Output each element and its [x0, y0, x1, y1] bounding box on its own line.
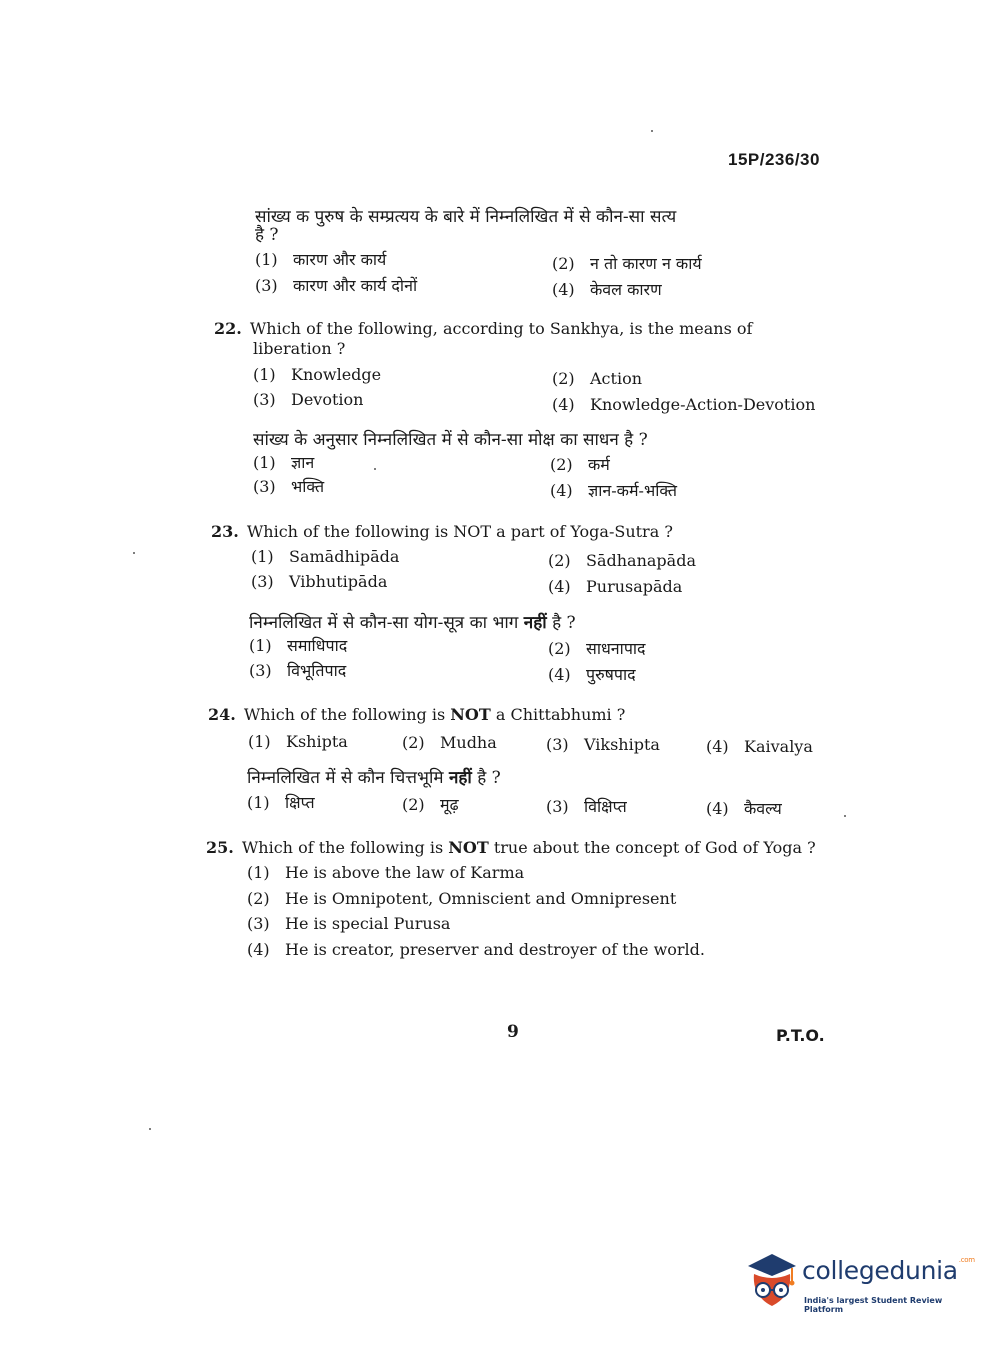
q23-option-1: (1) Samādhipāda — [251, 547, 400, 566]
q25-option-2: (2) He is Omnipotent, Omniscient and Omnipresent — [247, 889, 677, 908]
question-23: 23. Which of the following is NOT a part of Yoga-Sutra ? — [211, 522, 673, 541]
q22-hindi-option-3: (3) भक्ति — [253, 477, 325, 496]
scan-speck — [374, 468, 376, 470]
q22-option-2: (2) Action — [552, 369, 642, 388]
mascot-logo-icon — [742, 1248, 800, 1314]
scan-speck — [149, 1128, 151, 1130]
paper-code: 15P/236/30 — [728, 150, 820, 169]
q23-hindi-option-2: (2) साधनापाद — [548, 639, 646, 658]
question-21-hindi-stem: सांख्य क पुरुष के सम्प्रत्यय के बारे में निम्नलिखित में से कौन-सा सत्य — [255, 207, 677, 227]
q23-option-3: (3) Vibhutipāda — [251, 572, 388, 591]
q21-hindi-option-1: (1) कारण और कार्य — [255, 250, 387, 269]
q21-hindi-option-2: (2) न तो कारण न कार्य — [552, 254, 702, 273]
scan-speck — [844, 815, 846, 817]
question-23-hindi-stem: निम्नलिखित में से कौन-सा योग-सूत्र का भाग नहीं है ? — [249, 613, 576, 633]
q24-option-3: (3) Vikshipta — [546, 735, 660, 754]
question-22: 22. Which of the following, according to Sankhya, is the means of — [214, 319, 753, 338]
q24-hindi-option-1: (1) क्षिप्त — [247, 793, 315, 812]
question-24-hindi-stem: निम्नलिखित में से कौन चित्तभूमि नहीं है ? — [247, 768, 501, 788]
q23-option-2: (2) Sādhanapāda — [548, 551, 696, 570]
q24-hindi-option-2: (2) मूढ़ — [402, 795, 459, 814]
q22-option-4: (4) Knowledge-Action-Devotion — [552, 395, 816, 414]
collegedunia-watermark — [742, 1248, 975, 1318]
q22-hindi-option-1: (1) ज्ञान — [253, 453, 315, 472]
question-22-stem-cont: liberation ? — [253, 339, 346, 358]
q25-option-3: (3) He is special Purusa — [247, 914, 451, 933]
pto-label: P.T.O. — [776, 1026, 825, 1045]
question-24: 24. Which of the following is NOT a Chittabhumi ? — [208, 705, 626, 724]
q21-hindi-option-4: (4) केवल कारण — [552, 280, 662, 299]
question-25: 25. Which of the following is NOT true about the concept of God of Yoga ? — [206, 838, 816, 857]
q24-option-2: (2) Mudha — [402, 733, 497, 752]
q24-hindi-option-3: (3) विक्षिप्त — [546, 797, 627, 816]
q22-hindi-option-4: (4) ज्ञान-कर्म-भक्ति — [550, 481, 678, 500]
brand-name: collegedunia$^{.com}$ — [802, 1256, 975, 1285]
question-21-hindi-stem-cont: है ? — [255, 225, 279, 245]
q23-hindi-option-3: (3) विभूतिपाद — [249, 661, 347, 680]
q23-hindi-option-4: (4) पुरुषपाद — [548, 665, 636, 684]
q22-hindi-option-2: (2) कर्म — [550, 455, 610, 474]
q22-option-1: (1) Knowledge — [253, 365, 382, 384]
page-number: 9 — [507, 1022, 519, 1042]
q24-option-1: (1) Kshipta — [248, 732, 348, 751]
brand-tagline: India's largest Student Review Platform — [804, 1296, 943, 1314]
q25-option-4: (4) He is creator, preserver and destroyer of the world. — [247, 940, 705, 959]
scan-speck — [651, 130, 653, 132]
q21-hindi-option-3: (3) कारण और कार्य दोनों — [255, 276, 418, 295]
q24-hindi-option-4: (4) कैवल्य — [706, 799, 782, 818]
question-22-hindi-stem: सांख्य के अनुसार निम्नलिखित में से कौन-सा मोक्ष का साधन है ? — [253, 430, 648, 450]
scan-speck — [133, 552, 135, 554]
q22-option-3: (3) Devotion — [253, 390, 364, 409]
q23-hindi-option-1: (1) समाधिपाद — [249, 636, 348, 655]
q23-option-4: (4) Purusapāda — [548, 577, 683, 596]
q24-option-4: (4) Kaivalya — [706, 737, 813, 756]
q25-option-1: (1) He is above the law of Karma — [247, 863, 525, 882]
